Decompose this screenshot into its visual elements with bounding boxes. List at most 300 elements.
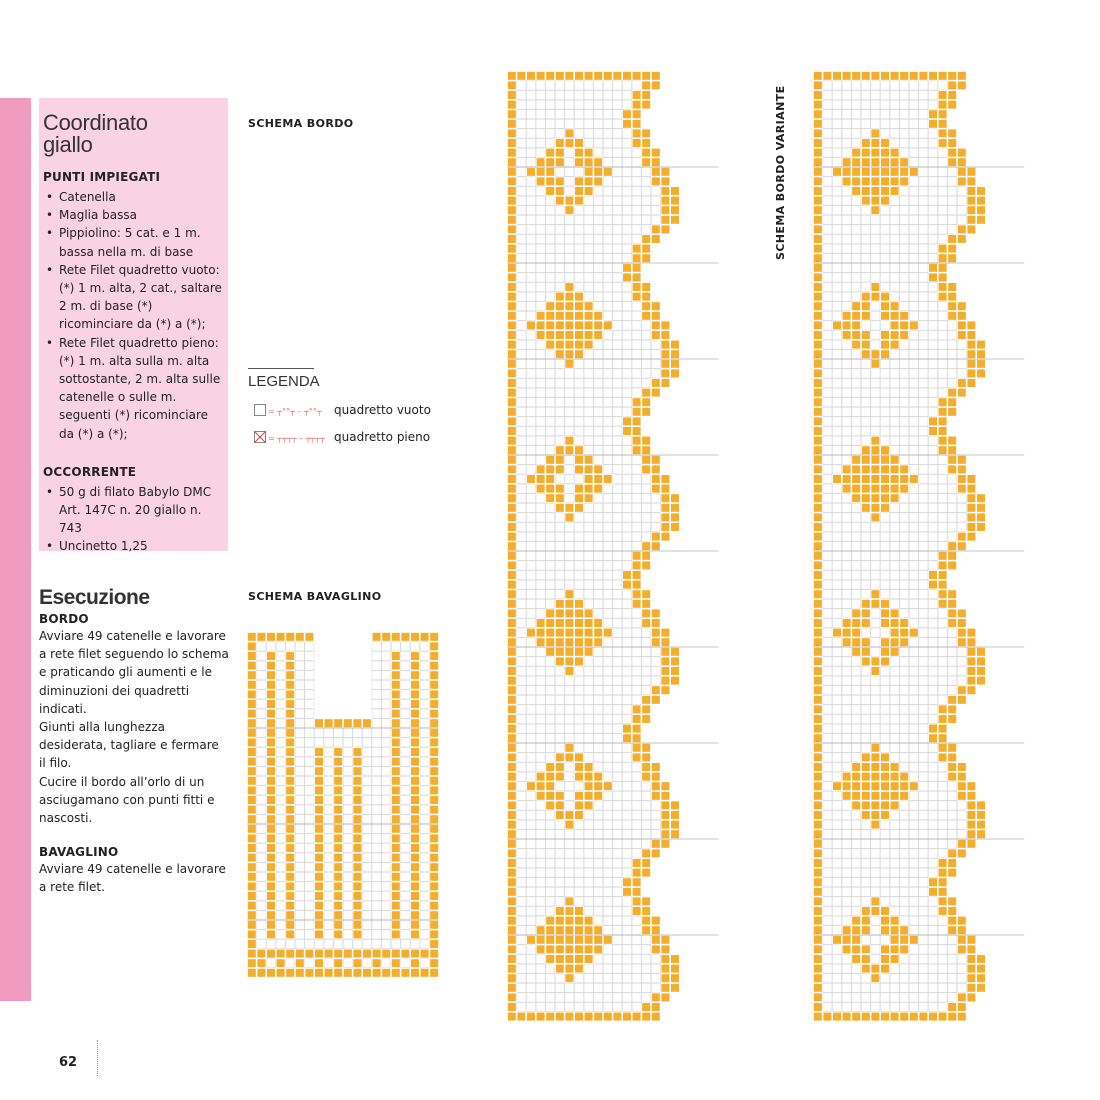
filled-square	[286, 806, 294, 814]
empty-square	[900, 695, 909, 704]
empty-square	[632, 321, 641, 330]
filled-square	[575, 638, 583, 646]
filled-square	[871, 149, 879, 157]
filled-square	[671, 360, 679, 368]
filled-square	[814, 917, 822, 925]
empty-square	[642, 340, 651, 349]
schema-bordo-variante-label: SCHEMA BORDO VARIANTE	[774, 85, 787, 260]
filled-square	[527, 936, 535, 944]
filled-square	[575, 936, 583, 944]
empty-square	[880, 849, 889, 858]
filled-square	[334, 748, 342, 756]
filled-square	[277, 959, 285, 967]
filled-square	[527, 629, 535, 637]
empty-square	[536, 513, 545, 522]
empty-square	[852, 292, 861, 301]
empty-square	[880, 321, 889, 330]
filled-square	[633, 734, 641, 742]
empty-square	[536, 110, 545, 119]
filled-square	[814, 936, 822, 944]
empty-square	[574, 743, 583, 752]
filled-square	[891, 302, 899, 310]
empty-square	[613, 849, 622, 858]
empty-square	[632, 647, 641, 656]
filled-square	[633, 293, 641, 301]
empty-square	[613, 417, 622, 426]
filled-square	[556, 187, 564, 195]
filled-square	[642, 129, 650, 137]
empty-square	[546, 878, 555, 887]
empty-square	[622, 647, 631, 656]
filled-square	[939, 398, 947, 406]
filled-square	[967, 638, 975, 646]
empty-square	[900, 90, 909, 99]
filled-square	[430, 786, 438, 794]
empty-square	[622, 590, 631, 599]
empty-square	[613, 503, 622, 512]
empty-square	[861, 858, 870, 867]
filled-square	[594, 792, 602, 800]
empty-square	[536, 81, 545, 90]
empty-square	[928, 868, 937, 877]
filled-square	[823, 72, 831, 80]
empty-square	[584, 686, 593, 695]
empty-square	[948, 839, 957, 848]
filled-square	[401, 950, 409, 958]
filled-square	[939, 273, 947, 281]
empty-square	[832, 561, 841, 570]
empty-square	[880, 369, 889, 378]
empty-square	[555, 81, 564, 90]
filled-square	[267, 777, 275, 785]
filled-square	[286, 825, 294, 833]
filled-square	[411, 854, 419, 862]
empty-square	[546, 695, 555, 704]
filled-square	[833, 72, 841, 80]
filled-square	[948, 254, 956, 262]
filled-square	[862, 773, 870, 781]
filled-square	[334, 758, 342, 766]
empty-square	[909, 292, 918, 301]
empty-square	[842, 561, 851, 570]
filled-square	[594, 619, 602, 627]
filled-square	[671, 984, 679, 992]
filled-square	[929, 888, 937, 896]
empty-square	[880, 935, 889, 944]
filled-square	[814, 926, 822, 934]
filled-square	[833, 936, 841, 944]
filled-square	[556, 965, 564, 973]
filled-square	[363, 969, 371, 977]
filled-square	[881, 917, 889, 925]
empty-square	[565, 714, 574, 723]
empty-square	[928, 609, 937, 618]
empty-square	[546, 129, 555, 138]
empty-square	[957, 215, 966, 224]
filled-square	[814, 81, 822, 89]
filled-square	[948, 696, 956, 704]
filled-square	[353, 854, 361, 862]
empty-square	[613, 897, 622, 906]
empty-square	[852, 753, 861, 762]
filled-square	[556, 494, 564, 502]
filled-square	[575, 773, 583, 781]
filled-square	[929, 264, 937, 272]
empty-square	[574, 878, 583, 887]
empty-square	[642, 359, 651, 368]
empty-square	[517, 887, 526, 896]
empty-square	[362, 834, 371, 843]
empty-square	[919, 830, 928, 839]
empty-square	[603, 954, 612, 963]
empty-square	[871, 638, 880, 647]
empty-square	[584, 81, 593, 90]
empty-square	[890, 906, 899, 915]
filled-square	[286, 681, 294, 689]
filled-square	[353, 921, 361, 929]
empty-square	[622, 657, 631, 666]
empty-square	[536, 686, 545, 695]
empty-square	[832, 369, 841, 378]
filled-square	[508, 197, 516, 205]
empty-square	[526, 830, 535, 839]
filled-square	[594, 158, 602, 166]
filled-square	[508, 81, 516, 89]
empty-square	[842, 119, 851, 128]
filled-square	[392, 786, 400, 794]
filled-square	[642, 446, 650, 454]
filled-square	[392, 892, 400, 900]
empty-square	[871, 81, 880, 90]
empty-square	[584, 734, 593, 743]
empty-square	[546, 849, 555, 858]
filled-square	[604, 629, 612, 637]
filled-square	[642, 753, 650, 761]
empty-square	[852, 129, 861, 138]
empty-square	[613, 609, 622, 618]
filled-square	[334, 796, 342, 804]
empty-square	[900, 657, 909, 666]
filled-square	[661, 168, 669, 176]
filled-square	[430, 959, 438, 967]
empty-square	[295, 680, 304, 689]
filled-square	[814, 974, 822, 982]
empty-square	[938, 1002, 947, 1011]
empty-square	[852, 724, 861, 733]
empty-square	[305, 661, 314, 670]
empty-square	[909, 446, 918, 455]
empty-square	[871, 532, 880, 541]
filled-square	[862, 331, 870, 339]
empty-square	[890, 522, 899, 531]
filled-square	[814, 91, 822, 99]
filled-square	[286, 969, 294, 977]
empty-square	[565, 407, 574, 416]
empty-square	[842, 542, 851, 551]
empty-square	[343, 853, 352, 862]
filled-square	[642, 619, 650, 627]
filled-square	[353, 719, 361, 727]
filled-square	[508, 206, 516, 214]
empty-square	[584, 417, 593, 426]
empty-square	[526, 542, 535, 551]
empty-square	[622, 244, 631, 253]
empty-square	[565, 167, 574, 176]
empty-square	[919, 129, 928, 138]
filled-square	[508, 965, 516, 973]
empty-square	[890, 513, 899, 522]
empty-square	[880, 724, 889, 733]
empty-square	[642, 186, 651, 195]
filled-square	[652, 149, 660, 157]
empty-square	[603, 1002, 612, 1011]
empty-square	[546, 724, 555, 733]
filled-square	[958, 993, 966, 1001]
filled-square	[671, 350, 679, 358]
empty-square	[382, 767, 391, 776]
filled-square	[881, 302, 889, 310]
empty-square	[861, 830, 870, 839]
empty-square	[928, 1002, 937, 1011]
filled-square	[257, 969, 265, 977]
empty-square	[536, 254, 545, 263]
empty-square	[546, 292, 555, 301]
empty-square	[526, 350, 535, 359]
empty-square	[823, 436, 832, 445]
empty-square	[900, 705, 909, 714]
filled-square	[430, 873, 438, 881]
empty-square	[632, 177, 641, 186]
empty-square	[295, 834, 304, 843]
empty-square	[861, 359, 870, 368]
empty-square	[257, 863, 266, 872]
filled-square	[546, 801, 554, 809]
filled-square	[565, 360, 573, 368]
empty-square	[900, 129, 909, 138]
empty-square	[295, 776, 304, 785]
empty-square	[526, 340, 535, 349]
empty-square	[861, 513, 870, 522]
empty-square	[871, 426, 880, 435]
empty-square	[603, 177, 612, 186]
filled-square	[508, 619, 516, 627]
filled-square	[633, 888, 641, 896]
empty-square	[420, 843, 429, 852]
filled-square	[546, 312, 554, 320]
empty-square	[517, 234, 526, 243]
empty-square	[594, 974, 603, 983]
empty-square	[842, 686, 851, 695]
filled-square	[537, 331, 545, 339]
empty-square	[555, 417, 564, 426]
empty-square	[324, 891, 333, 900]
empty-square	[526, 196, 535, 205]
empty-square	[900, 119, 909, 128]
filled-square	[881, 293, 889, 301]
empty-square	[382, 805, 391, 814]
filled-square	[977, 369, 985, 377]
filled-square	[334, 950, 342, 958]
empty-square	[286, 959, 295, 968]
empty-square	[928, 638, 937, 647]
empty-square	[642, 686, 651, 695]
filled-square	[652, 331, 660, 339]
empty-square	[871, 369, 880, 378]
filled-square	[661, 811, 669, 819]
empty-square	[938, 657, 947, 666]
empty-square	[919, 446, 928, 455]
empty-square	[526, 858, 535, 867]
empty-square	[938, 522, 947, 531]
empty-square	[909, 522, 918, 531]
filled-square	[652, 629, 660, 637]
empty-square	[632, 196, 641, 205]
filled-square	[508, 917, 516, 925]
filled-square	[633, 600, 641, 608]
empty-square	[584, 868, 593, 877]
empty-square	[613, 983, 622, 992]
empty-square	[382, 661, 391, 670]
filled-square	[411, 729, 419, 737]
filled-square	[642, 696, 650, 704]
filled-square	[652, 465, 660, 473]
filled-square	[958, 149, 966, 157]
empty-square	[842, 244, 851, 253]
empty-square	[536, 609, 545, 618]
empty-square	[555, 858, 564, 867]
empty-square	[546, 810, 555, 819]
empty-square	[928, 350, 937, 359]
empty-square	[938, 177, 947, 186]
empty-square	[574, 206, 583, 215]
empty-square	[565, 858, 574, 867]
empty-square	[890, 810, 899, 819]
filled-square	[871, 446, 879, 454]
filled-square	[556, 936, 564, 944]
filled-square	[900, 782, 908, 790]
filled-square	[939, 907, 947, 915]
filled-square	[633, 254, 641, 262]
empty-square	[382, 920, 391, 929]
filled-square	[537, 72, 545, 80]
empty-square	[823, 167, 832, 176]
filled-square	[430, 642, 438, 650]
filled-square	[814, 110, 822, 118]
filled-square	[958, 936, 966, 944]
empty-square	[900, 858, 909, 867]
empty-square	[324, 795, 333, 804]
filled-square	[939, 293, 947, 301]
empty-square	[832, 791, 841, 800]
empty-square	[632, 186, 641, 195]
empty-square	[919, 839, 928, 848]
filled-square	[334, 825, 342, 833]
empty-square	[928, 542, 937, 551]
empty-square	[919, 753, 928, 762]
empty-square	[546, 570, 555, 579]
empty-square	[603, 244, 612, 253]
empty-square	[842, 906, 851, 915]
empty-square	[382, 834, 391, 843]
empty-square	[536, 666, 545, 675]
filled-square	[353, 882, 361, 890]
filled-square	[411, 700, 419, 708]
filled-square	[891, 312, 899, 320]
empty-square	[594, 426, 603, 435]
empty-square	[517, 772, 526, 781]
empty-square	[603, 129, 612, 138]
empty-square	[536, 398, 545, 407]
filled-square	[891, 465, 899, 473]
empty-square	[372, 843, 381, 852]
filled-square	[871, 283, 879, 291]
schema-bordo-variante-chart	[813, 71, 1025, 1023]
empty-square	[948, 657, 957, 666]
empty-square	[938, 503, 947, 512]
empty-square	[919, 609, 928, 618]
filled-square	[967, 225, 975, 233]
empty-square	[565, 676, 574, 685]
empty-square	[823, 138, 832, 147]
empty-square	[622, 282, 631, 291]
filled-square	[267, 950, 275, 958]
empty-square	[919, 666, 928, 675]
empty-square	[613, 167, 622, 176]
filled-square	[871, 465, 879, 473]
filled-square	[642, 917, 650, 925]
empty-square	[928, 244, 937, 253]
empty-square	[343, 882, 352, 891]
empty-square	[305, 805, 314, 814]
empty-square	[603, 158, 612, 167]
filled-square	[267, 806, 275, 814]
empty-square	[842, 426, 851, 435]
filled-square	[891, 609, 899, 617]
filled-square	[565, 619, 573, 627]
empty-square	[938, 839, 947, 848]
empty-square	[584, 714, 593, 723]
filled-square	[948, 897, 956, 905]
empty-square	[526, 215, 535, 224]
empty-square	[880, 580, 889, 589]
empty-square	[852, 734, 861, 743]
empty-square	[928, 302, 937, 311]
empty-square	[948, 225, 957, 234]
empty-square	[823, 647, 832, 656]
empty-square	[900, 215, 909, 224]
legend	[248, 368, 468, 450]
filled-square	[652, 235, 660, 243]
filled-square	[967, 494, 975, 502]
empty-square	[909, 561, 918, 570]
empty-square	[919, 657, 928, 666]
filled-square	[652, 302, 660, 310]
empty-square	[919, 705, 928, 714]
filled-square	[661, 667, 669, 675]
empty-square	[536, 234, 545, 243]
occorrente-item: • Uncinetto 1,25	[43, 537, 222, 555]
empty-square	[642, 522, 651, 531]
empty-square	[823, 551, 832, 560]
filled-square	[948, 849, 956, 857]
empty-square	[555, 868, 564, 877]
empty-square	[861, 417, 870, 426]
filled-square	[248, 767, 256, 775]
filled-square	[248, 969, 256, 977]
filled-square	[585, 945, 593, 953]
empty-square	[526, 849, 535, 858]
filled-square	[910, 1013, 918, 1021]
